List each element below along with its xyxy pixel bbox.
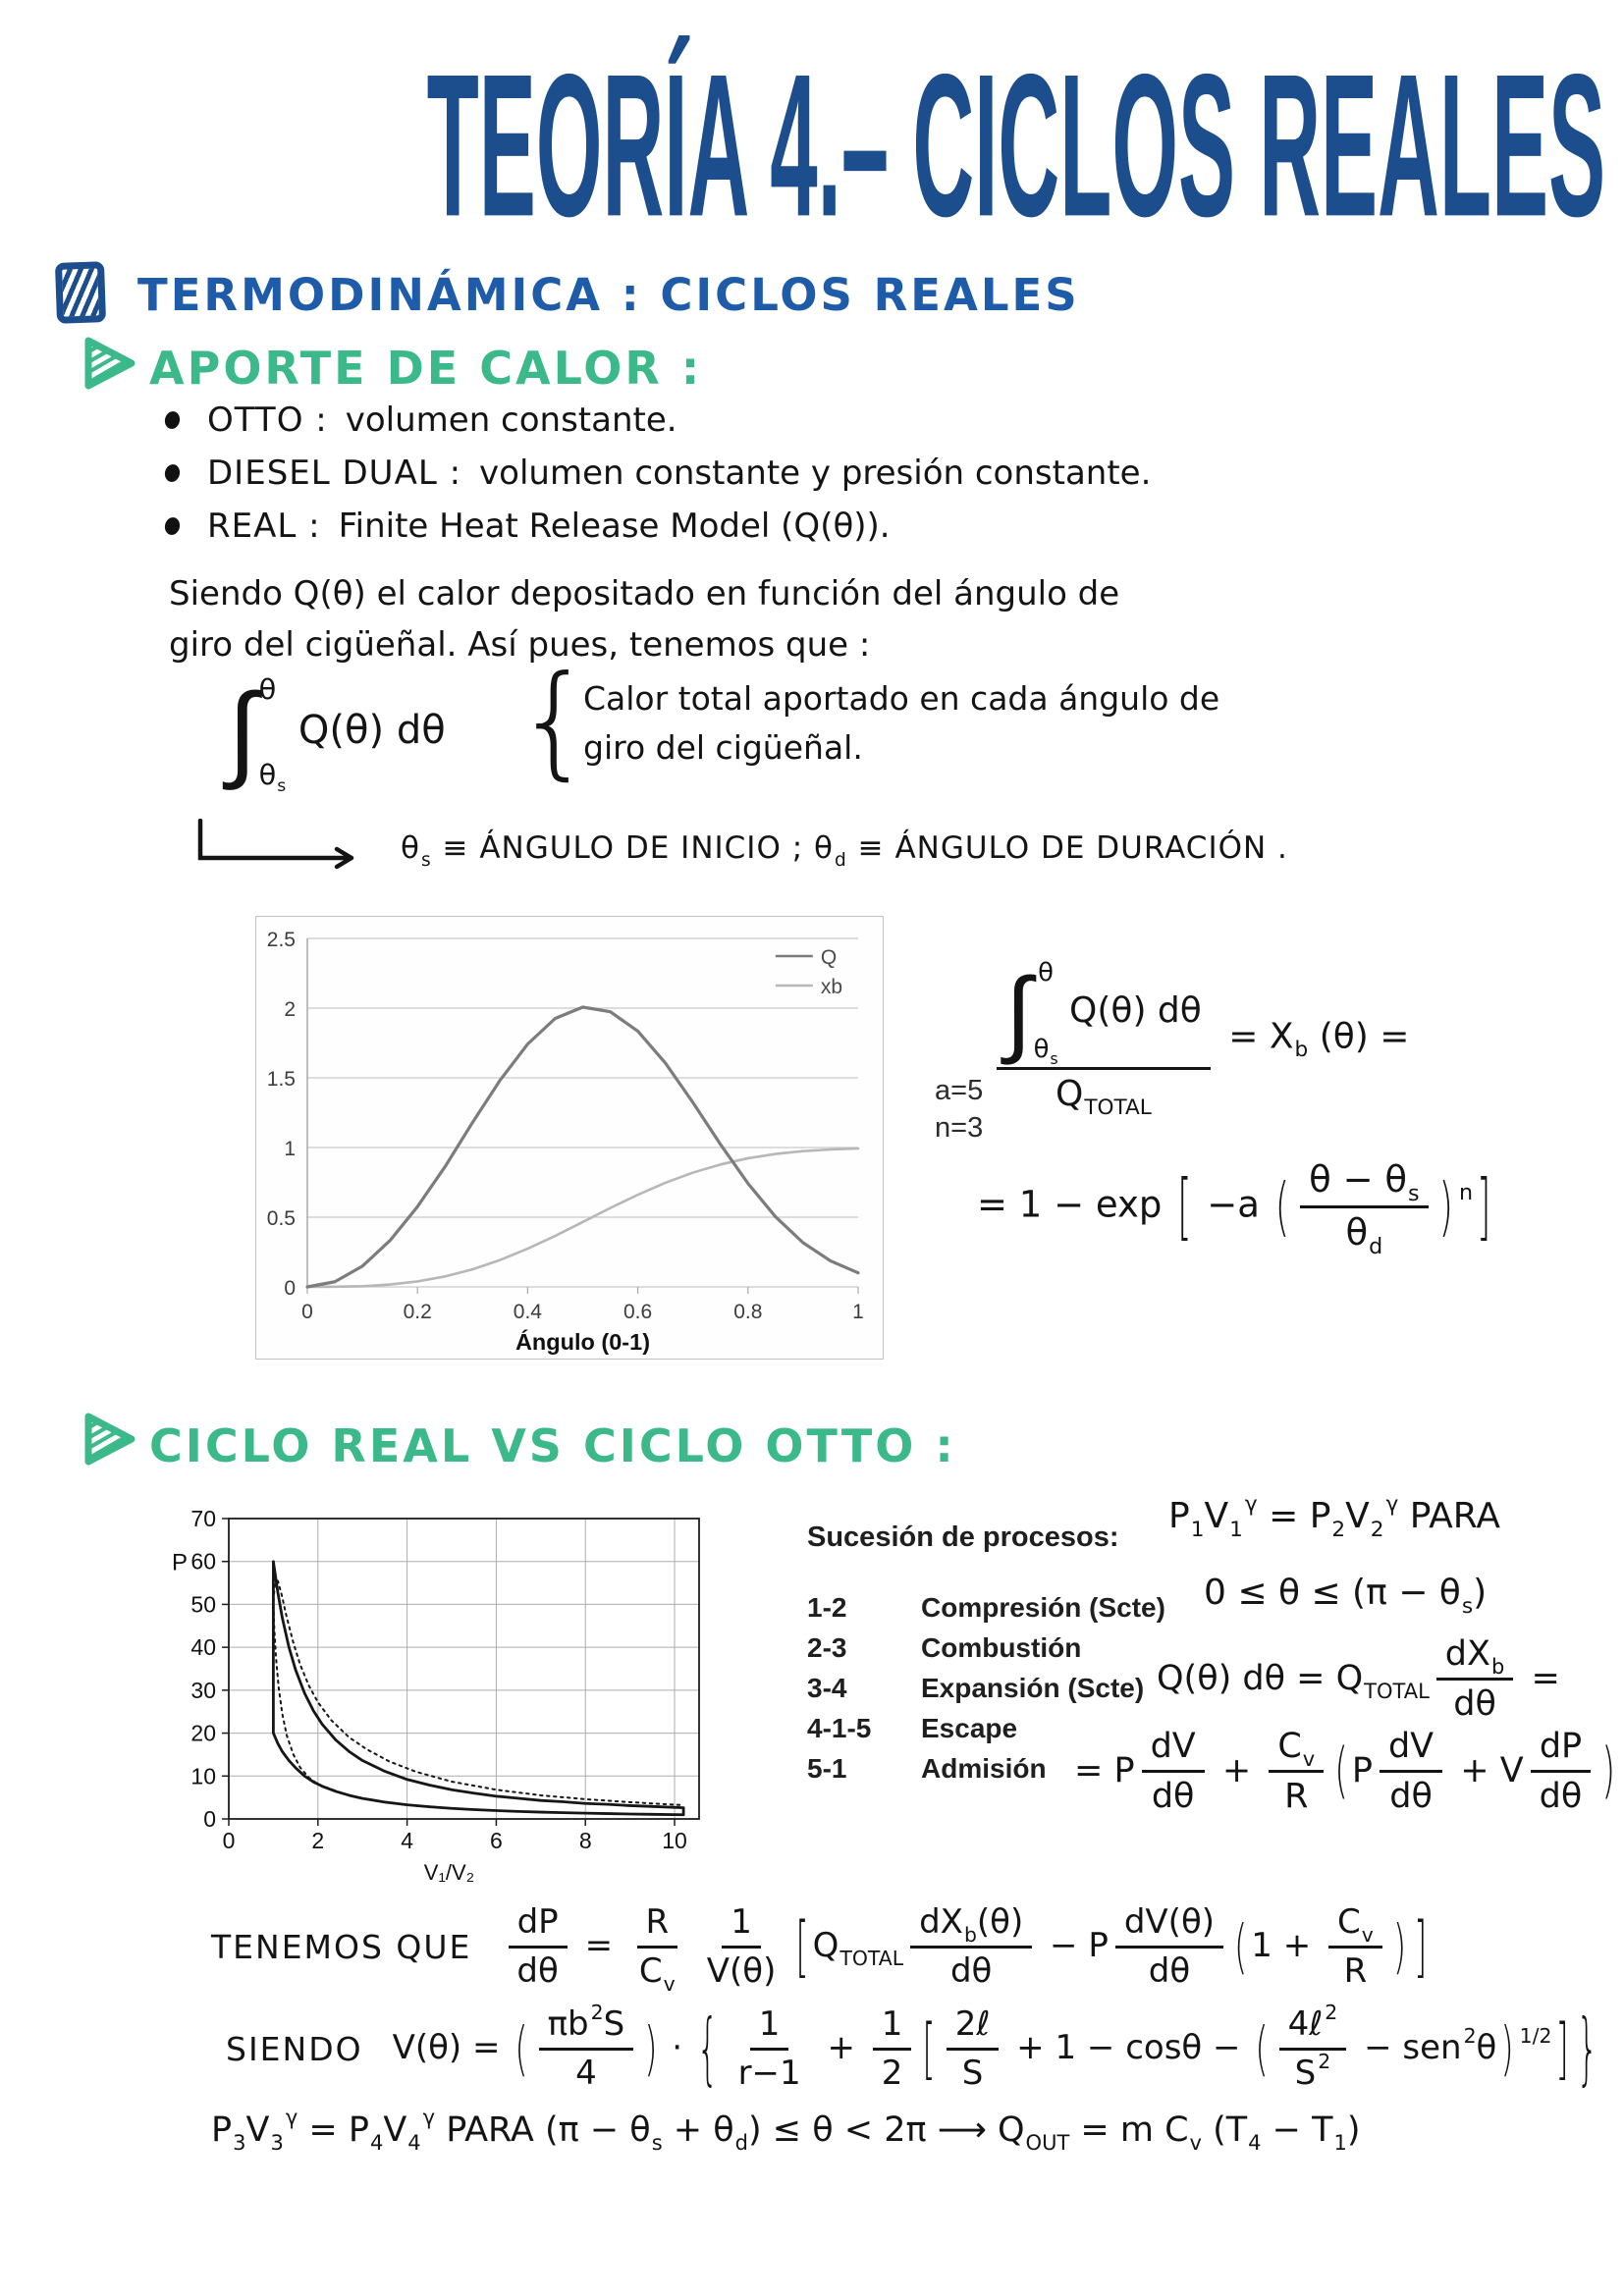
theta-range-formula: $0 \le \theta \le (\pi - \theta_s)$ (1204, 1573, 1488, 1620)
main-heading: TERMODINÁMICA : CICLOS REALES (137, 269, 1080, 321)
page-title: TEORÍA 4.– CICLOS REALES (426, 30, 1606, 259)
svg-text:0: 0 (284, 1277, 296, 1300)
svg-text:P: P (171, 1549, 189, 1576)
svg-text:10: 10 (190, 1763, 216, 1789)
page-title-wrap (0, 30, 1624, 259)
svg-text:50: 50 (190, 1591, 216, 1618)
bullet-otto-label: OTTO : (207, 400, 328, 440)
svg-text:V₁/V₂: V₁/V₂ (423, 1860, 475, 1885)
svg-text:0.4: 0.4 (513, 1301, 543, 1323)
dpdtheta-formula: $\frac{dP}{d\theta}$ = $\frac{R}{C_v}$ $\frac{1}{V(\theta)}$ [ $Q_{TOTAL}$ $\frac{dX_b(\theta)}{d\theta}$ − P $\frac{dV(\theta)}{d\theta}$ ( 1 + $\frac{C_v}{R}$ ) ] (501, 1902, 1431, 1992)
svg-text:2: 2 (284, 998, 296, 1021)
proceso-row (807, 1592, 1165, 1624)
isentropic-34-formula: $P_3V_3^\gamma = P_4V_4^\gamma$ PARA $(\pi - \theta_s + \theta_d) \le \theta < 2\pi$ ⟶ $Q_{OUT} = m$ $C_v$ $(T_4 - T_1)$ (211, 2106, 1361, 2155)
svg-text:1: 1 (852, 1301, 864, 1323)
paragraph-line-1: Siendo Q(θ) el calor depositado en función del ángulo de (169, 574, 1120, 614)
xb-exponential-formula: = 1 − exp [ −a ( $\frac{\theta - \theta_s}{\theta_d}$ ) $^n$ ] (977, 1158, 1491, 1259)
svg-text:0: 0 (222, 1828, 236, 1853)
wiebe-chart (256, 917, 883, 1359)
proceso-desc: Compresión (Scte) (921, 1592, 1165, 1623)
energy-balance-formula: = P $\frac{dV}{d\theta}$ + $\frac{C_v}{R}$ ( P $\frac{dV}{d\theta}$ + V $\frac{dP}{d\theta}$ ) (1074, 1727, 1615, 1817)
brace-text-1: Calor total aportado en cada ángulo de (583, 679, 1220, 718)
param-n: n=3 (935, 1112, 984, 1144)
dpdtheta-row (211, 1902, 1431, 1996)
svg-text:8: 8 (578, 1828, 592, 1853)
proceso-num: 1-2 (807, 1592, 847, 1623)
curly-brace: { (515, 650, 594, 792)
bullet-real-label: REAL : (207, 507, 321, 546)
triangle-arrow-icon (81, 334, 137, 393)
proceso-num: 2-3 (807, 1632, 847, 1663)
paragraph-line-2: giro del cigüeñal. Así pues, tenemos que : (169, 625, 871, 665)
svg-text:0.2: 0.2 (403, 1301, 432, 1323)
svg-text:0.8: 0.8 (733, 1301, 763, 1323)
bullet-otto (165, 400, 677, 440)
volume-row (226, 2000, 1601, 2096)
svg-text:1.5: 1.5 (266, 1068, 296, 1091)
volume-formula: V(θ) = ( $\frac{\pi b^2S}{4}$ ) · { $\frac{1}{r-1}$ + $\frac{1}{2}$ [ $\frac{\text{2ℓ}}{S}$ + 1 − cosθ − ( $\frac{4\ell^2}{S^2}$ − sen$^2$θ ) $^{1/2}$ ] } (392, 2000, 1598, 2096)
heat-release-formula: Q(θ) $d\theta = Q_{TOTAL}$ $\frac{dX_b}{d\theta}$ = (1157, 1634, 1560, 1725)
pv-chart (118, 1507, 746, 1949)
siendo-label: SIENDO (226, 2030, 363, 2069)
bullet-dot-icon (163, 462, 182, 483)
brace-text-2: giro del cigüeñal. (583, 728, 863, 767)
svg-text:2.5: 2.5 (266, 929, 296, 951)
svg-text:0.6: 0.6 (623, 1301, 653, 1323)
bullet-real-text: Finite Heat Release Model (Q(θ)). (338, 507, 891, 546)
ciclo-heading: CICLO REAL VS CICLO OTTO : (149, 1419, 956, 1472)
angles-note: $\theta_s$ ≡ ÁNGULO DE INICIO ; $\theta_d$ ≡ ÁNGULO DE DURACIÓN . (401, 830, 1288, 871)
svg-text:Q: Q (820, 946, 838, 969)
svg-text:60: 60 (190, 1548, 216, 1575)
svg-text:0.5: 0.5 (266, 1207, 296, 1230)
bullet-dot-icon (163, 409, 182, 430)
bullet-otto-text: volumen constante. (345, 400, 677, 440)
proceso-row (807, 1632, 1165, 1664)
bullet-diesel-label: DIESEL DUAL : (207, 454, 462, 493)
proceso-num: 4-1-5 (807, 1713, 872, 1743)
svg-text:xb: xb (820, 976, 843, 998)
proceso-desc: Combustión (921, 1632, 1082, 1663)
procesos-title: Sucesión de procesos: (807, 1522, 1119, 1553)
bullet-diesel-text: volumen constante y presión constante. (479, 454, 1152, 493)
aporte-heading: APORTE DE CALOR : (149, 342, 703, 395)
svg-text:20: 20 (190, 1720, 216, 1746)
svg-text:Ángulo (0-1): Ángulo (0-1) (514, 1329, 651, 1355)
proceso-num: 5-1 (807, 1753, 847, 1784)
proceso-row (807, 1673, 1165, 1704)
bullet-diesel (165, 454, 1151, 493)
svg-text:70: 70 (190, 1507, 216, 1531)
proceso-desc: Admisión (921, 1753, 1047, 1784)
svg-text:30: 30 (190, 1677, 216, 1703)
proceso-desc: Escape (921, 1713, 1018, 1743)
bullet-dot-icon (163, 515, 182, 536)
chart-params (935, 1072, 983, 1147)
proceso-desc: Expansión (Scte) (921, 1673, 1145, 1703)
integral-formula: ∫ θ $\theta_s$ Q(θ) dθ (228, 669, 446, 797)
bullet-real (165, 507, 891, 546)
triangle-arrow-icon (81, 1410, 137, 1468)
tenemos-que-label: TENEMOS QUE (211, 1928, 472, 1967)
proceso-num: 3-4 (807, 1673, 847, 1703)
param-a: a=5 (935, 1075, 984, 1106)
figure-wiebe (255, 916, 884, 1360)
svg-text:1: 1 (284, 1138, 296, 1160)
svg-text:10: 10 (662, 1828, 687, 1853)
corner-right-arrow-icon (194, 819, 371, 870)
svg-text:0: 0 (203, 1806, 216, 1832)
svg-text:4: 4 (401, 1828, 414, 1853)
svg-text:40: 40 (190, 1634, 216, 1661)
svg-text:6: 6 (490, 1828, 503, 1853)
svg-text:2: 2 (311, 1828, 325, 1853)
isentropic-12-formula: $P_1V_1^\gamma = P_2V_2^\gamma$ PARA (1168, 1491, 1500, 1543)
hatched-square-icon (55, 261, 106, 324)
xb-fraction-formula: ∫ θ $\theta_s$ Q(θ) dθ $Q_{TOTAL}$ = $X_b$ (θ) = (990, 960, 1409, 1116)
svg-text:0: 0 (301, 1301, 313, 1323)
